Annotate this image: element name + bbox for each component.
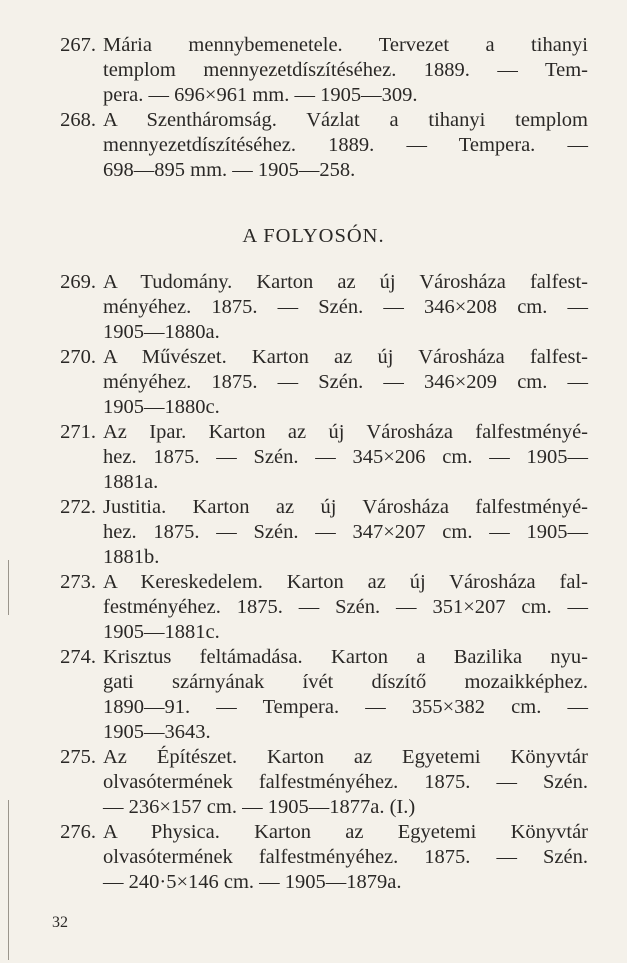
- entry-line: gati szárnyának ívét díszítő mozaikképhez.: [103, 671, 588, 693]
- entry-line: 1905—1881c.: [103, 621, 220, 643]
- entry-line: olvasótermének falfestményéhez. 1875. — Szén.: [103, 771, 588, 793]
- entry-line: hez. 1875. — Szén. — 345×206 cm. — 1905—: [103, 446, 588, 468]
- entry-line: ményéhez. 1875. — Szén. — 346×208 cm. —: [103, 296, 588, 318]
- entry-line: 698—895 mm. — 1905—258.: [103, 159, 356, 181]
- entry-line: — 240·5×146 cm. — 1905—1879a.: [103, 871, 402, 893]
- catalog-entry: [40, 570, 588, 645]
- entry-line: Justitia. Karton az új Városháza falfestményé-: [103, 496, 588, 518]
- entry-number: 268.: [60, 109, 96, 131]
- catalog-entry: [40, 495, 588, 570]
- entry-line: Az Építészet. Karton az Egyetemi Könyvtár: [103, 746, 588, 768]
- entry-number: 270.: [60, 346, 96, 368]
- margin-rule: [8, 800, 9, 960]
- entry-number: 276.: [60, 821, 96, 843]
- entry-line: festményéhez. 1875. — Szén. — 351×207 cm. —: [103, 596, 588, 618]
- entry-line: pera. — 696×961 mm. — 1905—309.: [103, 84, 418, 106]
- entry-line: 1905—1880a.: [103, 321, 220, 343]
- entry-line: Az Ipar. Karton az új Városháza falfestményé-: [103, 421, 588, 443]
- entry-number: 274.: [60, 646, 96, 668]
- catalog-entry: [40, 33, 588, 108]
- catalog-entry: [40, 270, 588, 345]
- section-heading: A FOLYOSÓN.: [242, 225, 385, 247]
- catalog-entry: [40, 645, 588, 745]
- entry-number: 272.: [60, 496, 96, 518]
- entry-line: mennyezetdíszítéséhez. 1889. — Tempera. —: [103, 134, 588, 156]
- entry-line: 1905—1880c.: [103, 396, 220, 418]
- page-number: 32: [52, 914, 68, 931]
- entry-number: 273.: [60, 571, 96, 593]
- entry-line: A Művészet. Karton az új Városháza falfest-: [103, 346, 588, 368]
- entry-number: 269.: [60, 271, 96, 293]
- catalog-entry: [40, 345, 588, 420]
- entry-line: 1890—91. — Tempera. — 355×382 cm. —: [103, 696, 588, 718]
- catalog-entry: [40, 820, 588, 895]
- catalog-entry: [40, 108, 588, 183]
- entry-line: 1881b.: [103, 546, 160, 568]
- entry-number: 271.: [60, 421, 96, 443]
- entry-line: templom mennyezetdíszítéséhez. 1889. — Tem-: [103, 59, 588, 81]
- entry-line: A Szentháromság. Vázlat a tihanyi templom: [103, 109, 588, 131]
- entry-line: hez. 1875. — Szén. — 347×207 cm. — 1905—: [103, 521, 588, 543]
- margin-rule: [8, 560, 9, 615]
- entry-number: 275.: [60, 746, 96, 768]
- entry-line: A Tudomány. Karton az új Városháza falfest-: [103, 271, 588, 293]
- entry-number: 267.: [60, 34, 96, 56]
- entry-line: A Physica. Karton az Egyetemi Könyvtár: [103, 821, 588, 843]
- entry-line: ményéhez. 1875. — Szén. — 346×209 cm. —: [103, 371, 588, 393]
- entry-line: — 236×157 cm. — 1905—1877a. (I.): [103, 796, 416, 818]
- catalog-entry: [40, 420, 588, 495]
- entry-line: A Kereskedelem. Karton az új Városháza fal-: [103, 571, 588, 593]
- entry-line: Mária mennybemenetele. Tervezet a tihanyi: [103, 34, 588, 56]
- catalog-entry: [40, 745, 588, 820]
- entry-line: olvasótermének falfestményéhez. 1875. — Szén.: [103, 846, 588, 868]
- entry-line: 1905—3643.: [103, 721, 211, 743]
- entry-line: 1881a.: [103, 471, 159, 493]
- entry-line: Krisztus feltámadása. Karton a Bazilika nyu-: [103, 646, 588, 668]
